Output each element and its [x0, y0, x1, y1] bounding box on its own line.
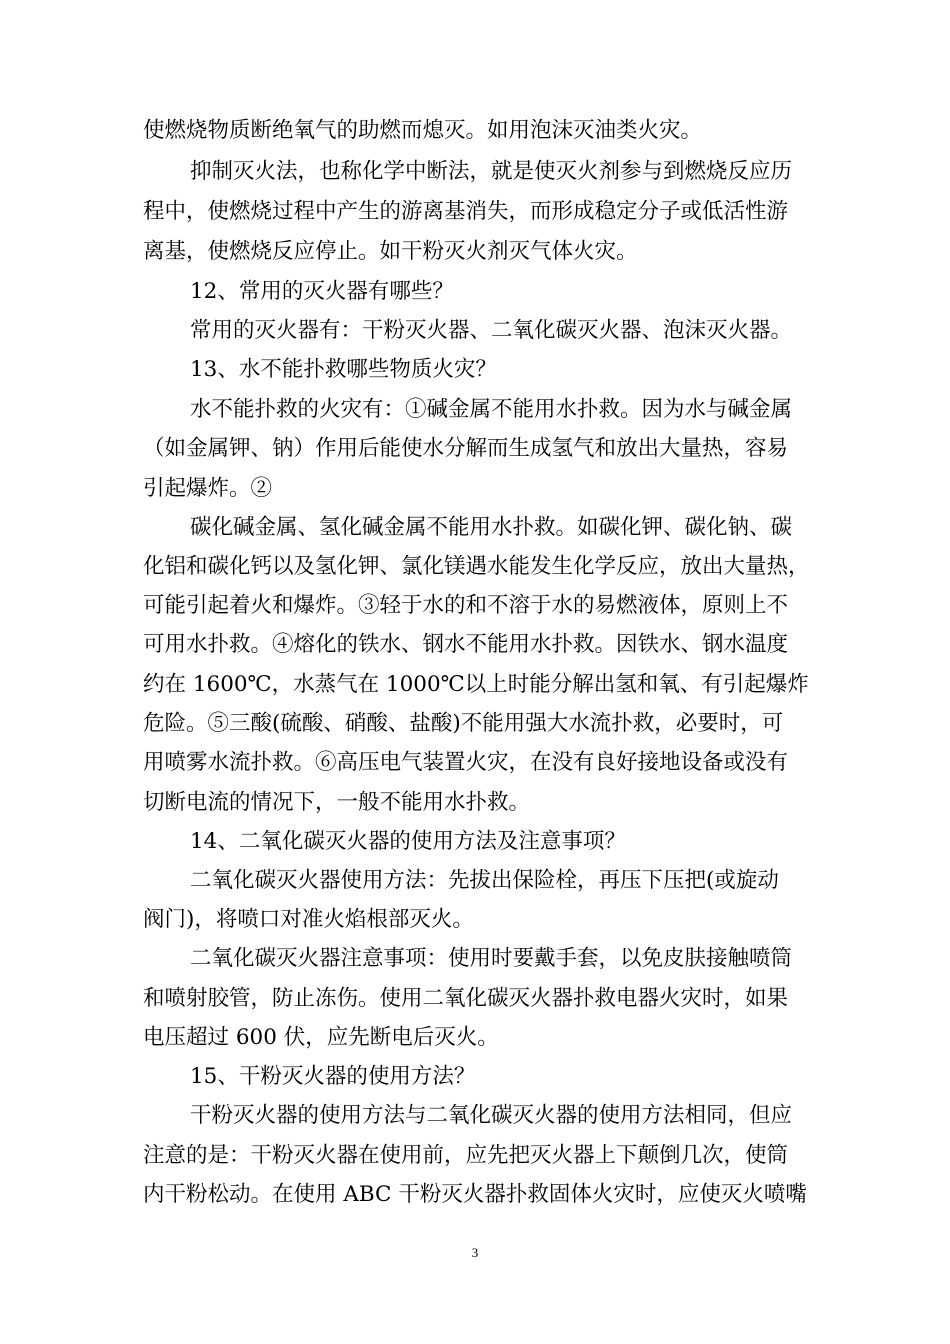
paragraph-line: 离基，使燃烧反应停止。如干粉灭火剂灭气体火灾。	[143, 239, 638, 264]
paragraph-line: 抑制灭火法，也称化学中断法，就是使灭火剂参与到燃烧反应历	[190, 159, 793, 184]
question-heading: 14、二氧化碳灭火器的使用方法及注意事项？	[190, 829, 626, 854]
paragraph-line: 和喷射胶管，防止冻伤。使用二氧化碳灭火器扑救电器火灾时，如果	[143, 986, 789, 1011]
paragraph-line: 程中，使燃烧过程中产生的游离基消失，而形成稳定分子或低活性游	[143, 199, 789, 224]
paragraph-line: （如金属钾、钠）作用后能使水分解而生成氢气和放出大量热，容易	[143, 436, 789, 461]
page-number: 3	[471, 1245, 479, 1260]
question-heading: 12、常用的灭火器有哪些？	[190, 279, 454, 304]
paragraph-line: 可用水扑救。④熔化的铁水、钢水不能用水扑救。因铁水、钢水温度	[143, 632, 789, 657]
paragraph-line: 阀门)，将喷口对准火焰根部灭火。	[143, 907, 474, 932]
paragraph-line: 化铝和碳化钙以及氢化钾、氯化镁遇水能发生化学反应，放出大量热，	[143, 554, 810, 579]
paragraph-line: 二氧化碳灭火器使用方法：先拔出保险栓，再压下压把(或旋动	[190, 868, 779, 893]
paragraph-line: 引起爆炸。②	[143, 476, 273, 501]
paragraph-line: 注意的是：干粉灭火器在使用前，应先把灭火器上下颠倒几次，使筒	[143, 1143, 789, 1168]
paragraph-line: 水不能扑救的火灾有：①碱金属不能用水扑救。因为水与碱金属	[190, 397, 793, 422]
paragraph-line: 切断电流的情况下，一般不能用水扑救。	[143, 790, 531, 815]
paragraph-line: 二氧化碳灭火器注意事项：使用时要戴手套，以免皮肤接触喷筒	[190, 946, 793, 971]
paragraph-line: 常用的灭火器有：干粉灭火器、二氧化碳灭火器、泡沫灭火器。	[190, 318, 793, 343]
paragraph-line: 使燃烧物质断绝氧气的助燃而熄灭。如用泡沫灭油类火灾。	[143, 118, 703, 143]
paragraph-line: 电压超过 600 伏，应先断电后灭火。	[143, 1025, 499, 1050]
paragraph-line: 用喷雾水流扑救。⑥高压电气装置火灾，在没有良好接地设备或没有	[143, 750, 789, 775]
question-heading: 15、干粉灭火器的使用方法？	[190, 1064, 476, 1089]
question-heading: 13、水不能扑救哪些物质火灾？	[190, 357, 497, 382]
paragraph-line: 可能引起着火和爆炸。③轻于水的和不溶于水的易燃液体，原则上不	[143, 593, 789, 618]
paragraph-line: 碳化碱金属、氢化碱金属不能用水扑救。如碳化钾、碳化钠、碳	[190, 515, 793, 540]
paragraph-line: 危险。⑤三酸(硫酸、硝酸、盐酸)不能用强大水流扑救，必要时，可	[143, 711, 784, 736]
paragraph-line: 内干粉松动。在使用 ABC 干粉灭火器扑救固体火灾时，应使灭火喷嘴	[143, 1182, 807, 1207]
paragraph-line: 约在 1600℃，水蒸气在 1000℃以上时能分解出氢和氧、有引起爆炸	[143, 672, 809, 697]
paragraph-line: 干粉灭火器的使用方法与二氧化碳灭火器的使用方法相同，但应	[190, 1103, 793, 1128]
